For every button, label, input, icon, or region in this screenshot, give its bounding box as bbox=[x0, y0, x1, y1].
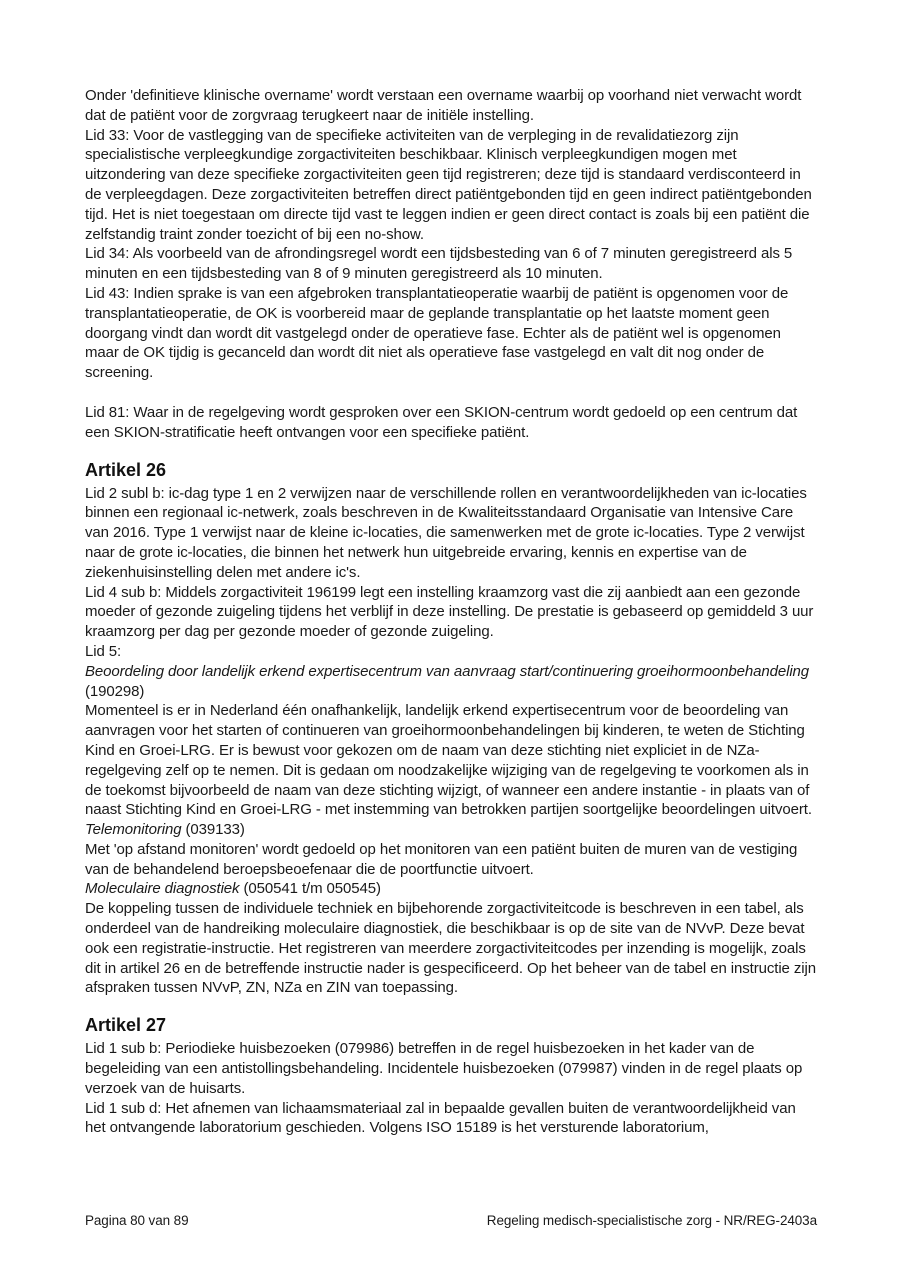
paragraph bbox=[85, 583, 817, 642]
text-run: Momenteel is er in Nederland één onafhankelijk, landelijk erkend expertisecentrum voor de beoordeling van aanvragen voor het starten of continueren van groeihormoonbehandelingen bij kinderen, te weten de Stichting Kind en Groei-LRG. Er is bewust voor gekozen om de naam van deze stichting niet expliciet in de NZa-regelgeving zelf op te nemen. Dit is gedaan om noodzakelijke wijziging van de regelgeving te voorkomen als in de toekomst bijvoorbeeld de naam van deze stichting wijzigt, of wanneer een andere instantie - in plaats van of naast Stichting Kind en Groei-LRG - met instemming van betrokken partijen soortgelijke beoordelingen uitvoert. bbox=[85, 702, 812, 819]
paragraph bbox=[85, 682, 817, 702]
text-run: Onder 'definitieve klinische overname' wordt verstaan een overname waarbij op voorhand niet verwacht wordt dat de patiënt voor de zorgvraag terugkeert naar de initiële instelling. bbox=[85, 87, 802, 124]
paragraph bbox=[85, 899, 817, 998]
text-run: Lid 81: Waar in de regelgeving wordt gesproken over een SKION-centrum wordt gedoeld op een centrum dat een SKION-stratificatie heeft ontvangen voor een specifieke patiënt. bbox=[85, 403, 798, 441]
paragraph bbox=[85, 662, 817, 682]
text-run: Lid 34: Als voorbeeld van de afrondingsregel wordt een tijdsbesteding van 6 of 7 minuten geregistreerd als 5 minuten en een tijdsbesteding van 8 of 9 minuten geregistreerd als 10 minuten. bbox=[85, 245, 793, 283]
article-heading: Artikel 27 bbox=[85, 1015, 167, 1036]
italic-text-run: Beoordeling door landelijk erkend expertisecentrum van aanvraag start/continuering groeihormoonbehandeling bbox=[85, 662, 810, 680]
article-heading: Artikel 26 bbox=[85, 459, 167, 480]
paragraph bbox=[85, 244, 817, 284]
text-run: De koppeling tussen de individuele techniek en bijbehorende zorgactiviteitcode is beschreven in een tabel, als onderdeel van de handreiking moleculaire diagnostiek, die beschikbaar is op de site van de NVvP. Deze bevat ook een registratie-instructie. Het registreren van meerdere zorgactiviteitcodes per inzending is mogelijk, zoals dit in artikel 26 en de betreffende instructie nader is gespecificeerd. Op het beheer van de tabel en instructie zijn afspraken tussen NVvP, ZN, NZa en ZIN van toepassing. bbox=[85, 900, 816, 997]
paragraph bbox=[85, 1099, 817, 1139]
paragraph bbox=[85, 840, 817, 880]
text-run: Lid 4 sub b: Middels zorgactiviteit 196199 legt een instelling kraamzorg vast die zij aanbiedt aan een gezonde moeder of gezonde zuigeling tijdens het verblijf in deze instelling. De prestatie is gebaseerd op gemiddeld 3 uur kraamzorg per dag per gezonde moeder of gezonde zuigeling. bbox=[85, 583, 814, 641]
text-run: Met 'op afstand monitoren' wordt gedoeld op het monitoren van een patiënt buiten de muren van de vestiging van de behandelend beroepsbeoefenaar die de poortfunctie uitvoert. bbox=[85, 840, 798, 878]
document-body bbox=[85, 86, 817, 1138]
paragraph bbox=[85, 484, 817, 583]
text-run: Lid 43: Indien sprake is van een afgebroken transplantatieoperatie waarbij de patiënt is opgenomen voor de transplantatieoperatie, de OK is voorbereid maar de geplande transplantatie op het laatste moment geen doorgang vindt dan wordt dit vastgelegd onder de operatieve fase. Echter als de patiënt wel is opgenomen maar de OK tijdig is gecanceld dan wordt dit niet als operatieve fase vastgelegd en valt dit nog onder de screening. bbox=[85, 284, 789, 382]
paragraph bbox=[85, 1039, 817, 1098]
paragraph bbox=[85, 642, 817, 662]
italic-text-run: Moleculaire diagnostiek bbox=[85, 880, 240, 898]
text-run: Lid 2 subl b: ic-dag type 1 en 2 verwijzen naar de verschillende rollen en verantwoordelijkheden van ic-locaties binnen een regionaal ic-netwerk, zoals beschreven in de Kwaliteitsstandaard Organisatie van Intensive Care van 2016. Type 1 verwijst naar de kleine ic-locaties, die samenwerken met de grote ic-locaties. Type 2 verwijst naar de grote ic-locaties, die binnen het netwerk hun uitgebreide ervaring, kennis en expertise van de ziekenhuisinstelling delen met andere ic's. bbox=[85, 484, 807, 581]
paragraph bbox=[85, 126, 817, 245]
italic-text-run: Telemonitoring bbox=[85, 821, 182, 839]
paragraph bbox=[85, 701, 817, 820]
text-run: Lid 5: bbox=[85, 642, 122, 660]
paragraph bbox=[85, 86, 817, 126]
text-run: Lid 33: Voor de vastlegging van de specifieke activiteiten van de verpleging in de revalidatiezorg zijn specialistische verpleegkundige zorgactiviteiten beschikbaar. Klinisch verpleegkundigen mogen met uitzondering van deze specifieke zorgactiviteiten geen tijd registreren; deze tijd is standaard verdisconteerd in de verpleegdagen. Deze zorgactiviteiten betreffen direct patiëntgebonden tijd en geen indirect patiëntgebonden tijd. Het is niet toegestaan om directe tijd vast te leggen indien er geen direct contact is zoals bij een patiënt die zelfstandig traint zonder toezicht of bij een no-show. bbox=[85, 126, 812, 243]
paragraph bbox=[85, 403, 817, 443]
text-run: Lid 1 sub b: Periodieke huisbezoeken (079986) betreffen in de regel huisbezoeken in het kader van de begeleiding van een antistollingsbehandeling. Incidentele huisbezoeken (079987) vinden in de regel plaats op verzoek van de huisarts. bbox=[85, 1040, 803, 1097]
text-run: (050541 t/m 050545) bbox=[239, 880, 381, 898]
paragraph bbox=[85, 879, 817, 899]
text-run: (039133) bbox=[181, 821, 245, 839]
paragraph bbox=[85, 820, 817, 840]
text-run: Lid 1 sub d: Het afnemen van lichaamsmateriaal zal in bepaalde gevallen buiten de verantwoordelijkheid van het ontvangende laboratorium geschieden. Volgens ISO 15189 is het versturende laboratorium, bbox=[85, 1099, 796, 1137]
paragraph-spacer bbox=[85, 383, 817, 403]
text-run: (190298) bbox=[85, 682, 145, 700]
footer-page-indicator: Pagina 80 van 89 bbox=[85, 1213, 189, 1228]
footer-document-title: Regeling medisch-specialistische zorg - NR/REG-2403a bbox=[486, 1213, 817, 1228]
page-footer bbox=[85, 1212, 817, 1229]
paragraph bbox=[85, 284, 817, 383]
